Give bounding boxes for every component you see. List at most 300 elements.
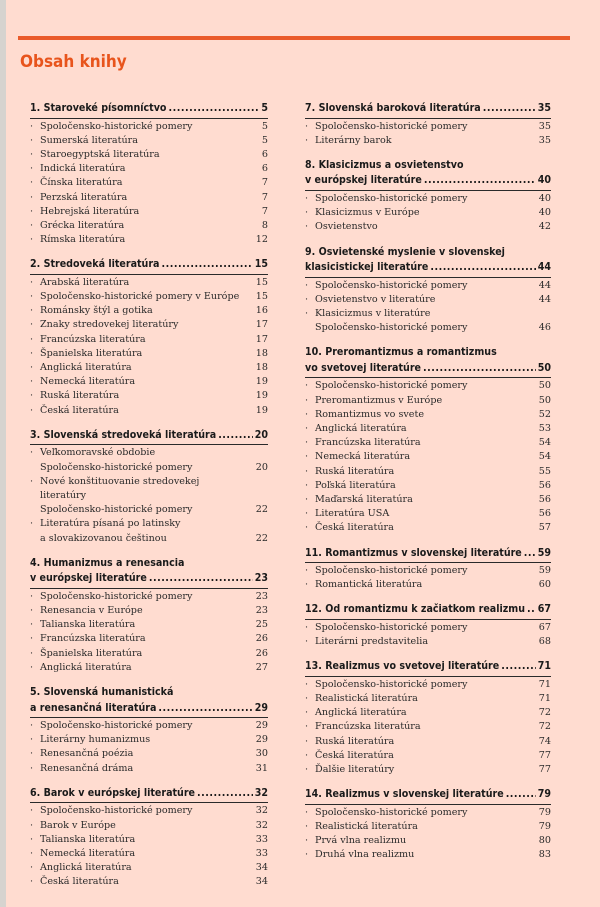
bullet-icon: · (30, 404, 34, 416)
section-heading[interactable] (30, 701, 268, 717)
heading-underline (30, 588, 268, 589)
entry-page-number: 79 (538, 821, 551, 832)
entry-label: Španielska literatúra (40, 647, 143, 659)
entry-label: Anglická literatúra (315, 422, 407, 434)
bullet-icon: · (30, 234, 34, 246)
entry-page-number: 33 (255, 847, 268, 859)
bullet-icon: · (30, 177, 34, 189)
section-number: 1. (30, 102, 41, 114)
toc-entry[interactable] (305, 820, 551, 834)
section-heading[interactable] (305, 787, 551, 803)
entry-page-number: 50 (538, 394, 551, 406)
section-page-number: 20 (254, 428, 268, 441)
entry-page-number: 56 (538, 479, 551, 491)
entry-page-number: 52 (538, 408, 551, 420)
entry-label: Spoločensko-historické pomery (315, 806, 468, 818)
toc-entry[interactable] (305, 578, 551, 592)
section-heading[interactable] (30, 571, 268, 587)
toc-entry[interactable] (305, 379, 551, 393)
bullet-icon: · (305, 221, 309, 233)
entry-label: Spoločensko-historické pomery (315, 380, 468, 392)
toc-entry[interactable] (305, 834, 551, 848)
section-page-number: 5 (261, 102, 268, 114)
entry-label: Spoločensko-historické pomery (315, 120, 468, 132)
entry-page-number: 26 (255, 647, 268, 659)
toc-entry[interactable] (305, 465, 551, 479)
bullet-icon: · (30, 876, 34, 888)
section-heading-text (30, 571, 147, 587)
entry-page-number: 60 (538, 579, 551, 591)
bullet-icon: · (305, 764, 309, 776)
heading-underline (305, 619, 551, 620)
bullet-icon: · (30, 134, 34, 146)
entry-page-number: 8 (261, 219, 268, 231)
dot-leader (424, 173, 536, 189)
section-heading-line: v európskej literatúre (305, 174, 422, 187)
bullet-icon: · (30, 291, 34, 303)
bullet-icon: · (305, 394, 309, 406)
section-heading-text: Klasicizmus a osvietenstvo (318, 158, 464, 171)
toc-entry[interactable] (305, 635, 551, 649)
section-number: 8. (305, 158, 316, 171)
heading-underline (30, 274, 268, 275)
section-heading-text (30, 101, 166, 117)
section-heading[interactable] (30, 556, 268, 572)
book-page (6, 0, 600, 907)
section-heading[interactable] (30, 101, 268, 117)
entry-page-number: 44 (538, 279, 551, 291)
section-number: 12. (305, 603, 322, 616)
section-page-number: 50 (537, 361, 551, 374)
toc-entry[interactable] (30, 404, 268, 418)
section-heading-text: Slovenská humanistická (43, 686, 174, 698)
entry-label: Literatúra USA (315, 508, 390, 520)
section-heading-text (305, 659, 499, 675)
section-heading-text: Humanizmus a renesancia (43, 556, 185, 569)
toc-entry[interactable] (305, 493, 551, 507)
entry-page-number: 80 (538, 835, 551, 847)
section-page-number: 67 (537, 603, 551, 616)
section-heading[interactable] (30, 428, 268, 444)
toc-section (305, 245, 551, 336)
entry-page-number: 32 (255, 805, 268, 817)
toc-entry[interactable] (30, 804, 268, 818)
section-heading-text (30, 428, 216, 444)
bullet-icon: · (305, 678, 309, 690)
bullet-icon: · (30, 319, 34, 331)
toc-entry[interactable] (30, 361, 268, 375)
toc-entry[interactable] (305, 678, 551, 692)
entry-label: Znaky stredovekej literatúry (40, 319, 179, 331)
toc-entry[interactable] (305, 763, 551, 777)
entry-label: Druhá vlna realizmu (315, 849, 415, 861)
toc-entry[interactable] (30, 517, 268, 545)
bullet-icon: · (305, 437, 309, 449)
toc-entry[interactable] (30, 304, 268, 318)
toc-entry[interactable] (30, 290, 268, 304)
toc-entry[interactable] (30, 205, 268, 219)
toc-entry[interactable] (305, 192, 551, 206)
bullet-icon: · (30, 276, 34, 288)
dot-leader (483, 101, 536, 117)
entry-page-number: 59 (538, 565, 551, 577)
bullet-icon: · (30, 475, 34, 487)
entry-page-number: 40 (538, 192, 551, 204)
entry-label: Spoločensko-historické pomery (315, 192, 468, 204)
entry-label: Preromantizmus v Európe (315, 394, 443, 406)
entry-page-number: 15 (255, 291, 268, 303)
entry-label: Maďarská literatúra (315, 493, 413, 505)
entry-label: Spoločensko-historické pomery v Európe (40, 291, 240, 303)
toc-entry[interactable] (305, 408, 551, 422)
toc-entry[interactable] (30, 719, 268, 733)
entry-page-number: 17 (255, 319, 268, 331)
toc-entry[interactable] (30, 833, 268, 847)
bullet-icon: · (30, 734, 34, 746)
entry-label: Indická literatúra (40, 163, 126, 175)
section-heading-text (305, 173, 422, 189)
section-heading-text: Preromantizmus a romantizmus (325, 346, 497, 359)
entry-label: Anglická literatúra (40, 862, 132, 874)
toc-entry[interactable] (30, 861, 268, 875)
top-accent-bar (18, 36, 570, 40)
bullet-icon: · (30, 163, 34, 175)
entry-page-number: 46 (538, 322, 551, 334)
entry-page-number: 29 (255, 734, 268, 746)
entry-label: Spoločensko-historické pomery (315, 279, 468, 291)
bullet-icon: · (30, 148, 34, 160)
entry-label: Nemecká literatúra (315, 451, 411, 463)
entry-page-number: 74 (538, 735, 551, 747)
entry-label: Anglická literatúra (40, 661, 132, 673)
toc-entry[interactable] (30, 191, 268, 205)
entry-label: Hebrejská literatúra (40, 205, 140, 217)
entry-label: Realistická literatúra (315, 693, 418, 705)
entry-page-number: 53 (538, 422, 551, 434)
dot-leader (527, 602, 536, 618)
bullet-icon: · (30, 661, 34, 673)
section-heading-text (305, 361, 421, 377)
toc-entry[interactable] (30, 375, 268, 389)
entry-label: Nemecká literatúra (40, 847, 136, 859)
toc-entry[interactable] (305, 220, 551, 234)
entry-label: Sumerská literatúra (40, 134, 138, 146)
entry-label: Spoločensko-historické pomery (40, 805, 193, 817)
entry-page-number: 55 (538, 465, 551, 477)
entry-label: Francúzska literatúra (315, 437, 421, 449)
entry-label: Čínska literatúra (40, 177, 123, 189)
bullet-icon: · (30, 720, 34, 731)
entry-page-number: 44 (538, 293, 551, 305)
toc-entry[interactable] (305, 279, 551, 293)
toc-entry[interactable] (30, 661, 268, 675)
entry-page-number: 7 (261, 191, 268, 203)
bullet-icon: · (30, 362, 34, 374)
section-heading[interactable] (30, 257, 268, 273)
toc-entry[interactable] (305, 422, 551, 436)
section-number: 9. (305, 245, 316, 258)
toc-entry[interactable] (30, 233, 268, 247)
entry-page-number: 34 (255, 876, 268, 888)
bullet-icon: · (305, 749, 309, 761)
entry-page-number: 72 (538, 721, 551, 733)
bullet-icon: · (30, 633, 34, 645)
toc-entry[interactable] (30, 632, 268, 646)
entry-label: Španielska literatúra (40, 347, 143, 359)
bullet-icon: · (30, 347, 34, 359)
toc-entry[interactable] (30, 120, 268, 134)
entry-page-number: 33 (255, 833, 268, 845)
section-number: 7. (305, 102, 316, 114)
bullet-icon: · (305, 279, 309, 291)
section-heading-line: v európskej literatúre (30, 572, 147, 585)
toc-section (305, 158, 551, 235)
entry-label: Česká literatúra (315, 749, 394, 761)
toc-entry[interactable] (305, 120, 551, 134)
toc-entry[interactable] (305, 692, 551, 706)
entry-page-number: 20 (255, 461, 268, 473)
toc-entry[interactable] (30, 148, 268, 162)
bullet-icon: · (30, 518, 34, 530)
toc-entry[interactable] (30, 176, 268, 190)
toc-entry[interactable] (30, 347, 268, 361)
toc-left-column (30, 101, 268, 900)
toc-entry[interactable] (30, 134, 268, 148)
bullet-icon: · (30, 619, 34, 631)
toc-entry[interactable] (305, 521, 551, 535)
toc-entry[interactable] (305, 134, 551, 148)
section-heading-line: Barok v európskej literatúre (43, 786, 196, 799)
section-heading-line: Romantizmus v slovenskej literatúre (325, 546, 522, 559)
bullet-icon: · (305, 735, 309, 747)
section-page-number: 23 (254, 572, 268, 585)
toc-entry[interactable] (30, 762, 268, 776)
section-number: 3. (30, 428, 41, 441)
dot-leader (158, 701, 252, 717)
toc-entry[interactable] (30, 333, 268, 347)
dot-leader (161, 257, 252, 273)
toc-entry[interactable] (30, 875, 268, 889)
toc-entry[interactable] (305, 720, 551, 734)
toc-entry[interactable] (305, 206, 551, 220)
section-number: 6. (30, 786, 41, 799)
toc-entry[interactable] (30, 162, 268, 176)
entry-page-number: 5 (261, 134, 268, 146)
section-heading[interactable] (305, 245, 551, 261)
entry-page-number: 77 (538, 764, 551, 776)
section-heading[interactable] (30, 786, 268, 802)
toc-entry[interactable] (30, 819, 268, 833)
entry-label: Spoločensko-historické pomery (315, 565, 468, 577)
toc-entry[interactable] (305, 735, 551, 749)
toc-entry[interactable] (30, 647, 268, 661)
bullet-icon: · (30, 748, 34, 760)
entry-label: Veľkomoravské obdobie Spoločensko-historické pomery (40, 447, 193, 473)
toc-entry[interactable] (305, 806, 551, 820)
toc-entry[interactable] (30, 590, 268, 604)
entry-label: Spoločensko-historické pomery (40, 120, 193, 132)
entry-page-number: 56 (538, 508, 551, 520)
entry-page-number: 23 (255, 590, 268, 602)
toc-entry[interactable] (30, 446, 268, 474)
toc-entry[interactable] (305, 706, 551, 720)
toc-section (30, 786, 268, 890)
entry-label: Francúzska literatúra (40, 333, 146, 345)
toc-entry[interactable] (305, 749, 551, 763)
toc-entry[interactable] (30, 276, 268, 290)
entry-label: Nové konštituovanie stredovekej literatúry Spoločensko-historické pomery (40, 475, 200, 516)
section-heading[interactable] (30, 685, 268, 701)
toc-entry[interactable] (305, 293, 551, 307)
entry-page-number: 40 (538, 207, 551, 219)
entry-page-number: 12 (255, 234, 268, 246)
toc-entry[interactable] (30, 475, 268, 518)
section-heading[interactable] (305, 345, 551, 361)
bullet-icon: · (305, 693, 309, 705)
toc-entry[interactable] (305, 507, 551, 521)
entry-page-number: 26 (255, 633, 268, 645)
section-heading[interactable] (305, 158, 551, 174)
entry-page-number: 72 (538, 707, 551, 719)
section-heading-line: klasicistickej literatúre (305, 261, 429, 274)
toc-entry[interactable] (305, 307, 551, 335)
section-heading-line: Stredoveká literatúra (43, 258, 160, 271)
entry-label: Talianska literatúra (40, 619, 136, 631)
bullet-icon: · (305, 508, 309, 520)
toc-section (30, 685, 268, 776)
section-heading[interactable] (305, 260, 551, 276)
entry-label: Ďalšie literatúry (315, 764, 395, 776)
entry-label: Staroegyptská literatúra (40, 148, 160, 160)
toc-section (30, 428, 268, 546)
bullet-icon: · (30, 219, 34, 231)
toc-entry[interactable] (305, 450, 551, 464)
heading-underline (305, 190, 551, 191)
entry-label: Romantizmus vo svete (315, 408, 425, 420)
section-page-number: 32 (254, 786, 268, 799)
section-heading[interactable] (305, 659, 551, 675)
entry-page-number: 18 (255, 347, 268, 359)
heading-underline (305, 804, 551, 805)
section-heading-text: Osvietenské myslenie v slovenskej (318, 245, 505, 258)
entry-label: Ruská literatúra (315, 735, 395, 747)
toc-entry[interactable] (305, 436, 551, 450)
bullet-icon: · (305, 636, 309, 648)
entry-label: Česká literatúra (40, 404, 119, 416)
section-heading-line: Slovenská baroková literatúra (318, 102, 481, 114)
heading-underline (305, 118, 551, 119)
toc-entry[interactable] (30, 318, 268, 332)
entry-page-number: 23 (255, 604, 268, 616)
section-heading[interactable] (305, 602, 551, 618)
entry-page-number: 50 (538, 380, 551, 392)
entry-label: Česká literatúra (315, 522, 394, 534)
bullet-icon: · (305, 721, 309, 733)
entry-page-number: 6 (261, 148, 268, 160)
entry-label: Osvietenstvo v literatúre (315, 293, 436, 305)
entry-label: Nemecká literatúra (40, 376, 136, 388)
bullet-icon: · (30, 847, 34, 859)
entry-label: Perzská literatúra (40, 191, 128, 203)
heading-underline (305, 377, 551, 378)
toc-entry[interactable] (30, 847, 268, 861)
entry-label: Ruská literatúra (315, 465, 395, 477)
bullet-icon: · (30, 120, 34, 132)
entry-page-number: 42 (538, 221, 551, 233)
section-heading[interactable] (305, 173, 551, 189)
section-heading[interactable] (305, 101, 551, 117)
toc-entry[interactable] (305, 848, 551, 862)
toc-entry[interactable] (30, 604, 268, 618)
entry-page-number: 7 (261, 177, 268, 189)
dot-leader (501, 659, 536, 675)
bullet-icon: · (305, 821, 309, 832)
entry-page-number: 67 (538, 621, 551, 633)
entry-label: Renesančná dráma (40, 762, 134, 774)
entry-page-number: 35 (538, 120, 551, 132)
entry-label: Literatúra písaná po latinsky a slovakizovanou češtinou (40, 518, 181, 544)
toc-section (305, 659, 551, 777)
entry-label: Grécka literatúra (40, 219, 125, 231)
entry-label: Romantická literatúra (315, 579, 423, 591)
toc-section (30, 101, 268, 247)
bullet-icon: · (305, 465, 309, 477)
section-heading[interactable] (305, 361, 551, 377)
section-page-number: 79 (537, 788, 551, 801)
section-number: 10. (305, 346, 322, 359)
entry-page-number: 32 (255, 819, 268, 831)
toc-section (30, 257, 268, 418)
section-number: 11. (305, 546, 322, 559)
section-heading[interactable] (305, 546, 551, 562)
entry-label: Osvietenstvo (315, 221, 378, 233)
toc-entry[interactable] (305, 621, 551, 635)
entry-page-number: 54 (538, 451, 551, 463)
bullet-icon: · (305, 451, 309, 463)
section-page-number: 35 (537, 102, 551, 114)
toc-section (30, 556, 268, 675)
bullet-icon: · (305, 207, 309, 219)
toc-entry[interactable] (305, 479, 551, 493)
bullet-icon: · (305, 579, 309, 591)
entry-label: Spoločensko-historické pomery (40, 720, 193, 731)
toc-entry[interactable] (30, 219, 268, 233)
bullet-icon: · (305, 522, 309, 534)
toc-entry[interactable] (305, 564, 551, 578)
bullet-icon: · (30, 191, 34, 203)
toc-entry[interactable] (30, 618, 268, 632)
entry-label: Spoločensko-historické pomery (40, 590, 193, 602)
entry-label: Klasicizmus v literatúre Spoločensko-historické pomery (315, 307, 468, 334)
entry-page-number: 6 (261, 163, 268, 175)
bullet-icon: · (30, 833, 34, 845)
section-heading-text (30, 786, 195, 802)
heading-underline (305, 277, 551, 278)
bullet-icon: · (30, 590, 34, 602)
section-heading-line: Od romantizmu k začiatkom realizmu (325, 603, 526, 616)
bullet-icon: · (305, 707, 309, 719)
entry-page-number: 31 (255, 762, 268, 774)
toc-entry[interactable] (30, 389, 268, 403)
toc-entry[interactable] (30, 733, 268, 747)
entry-page-number: 71 (538, 678, 551, 690)
entry-label: Literárni predstavitelia (315, 636, 429, 648)
heading-underline (30, 118, 268, 119)
bullet-icon: · (30, 805, 34, 817)
toc-entry[interactable] (30, 747, 268, 761)
section-heading-text (305, 101, 481, 117)
toc-entry[interactable] (305, 394, 551, 408)
